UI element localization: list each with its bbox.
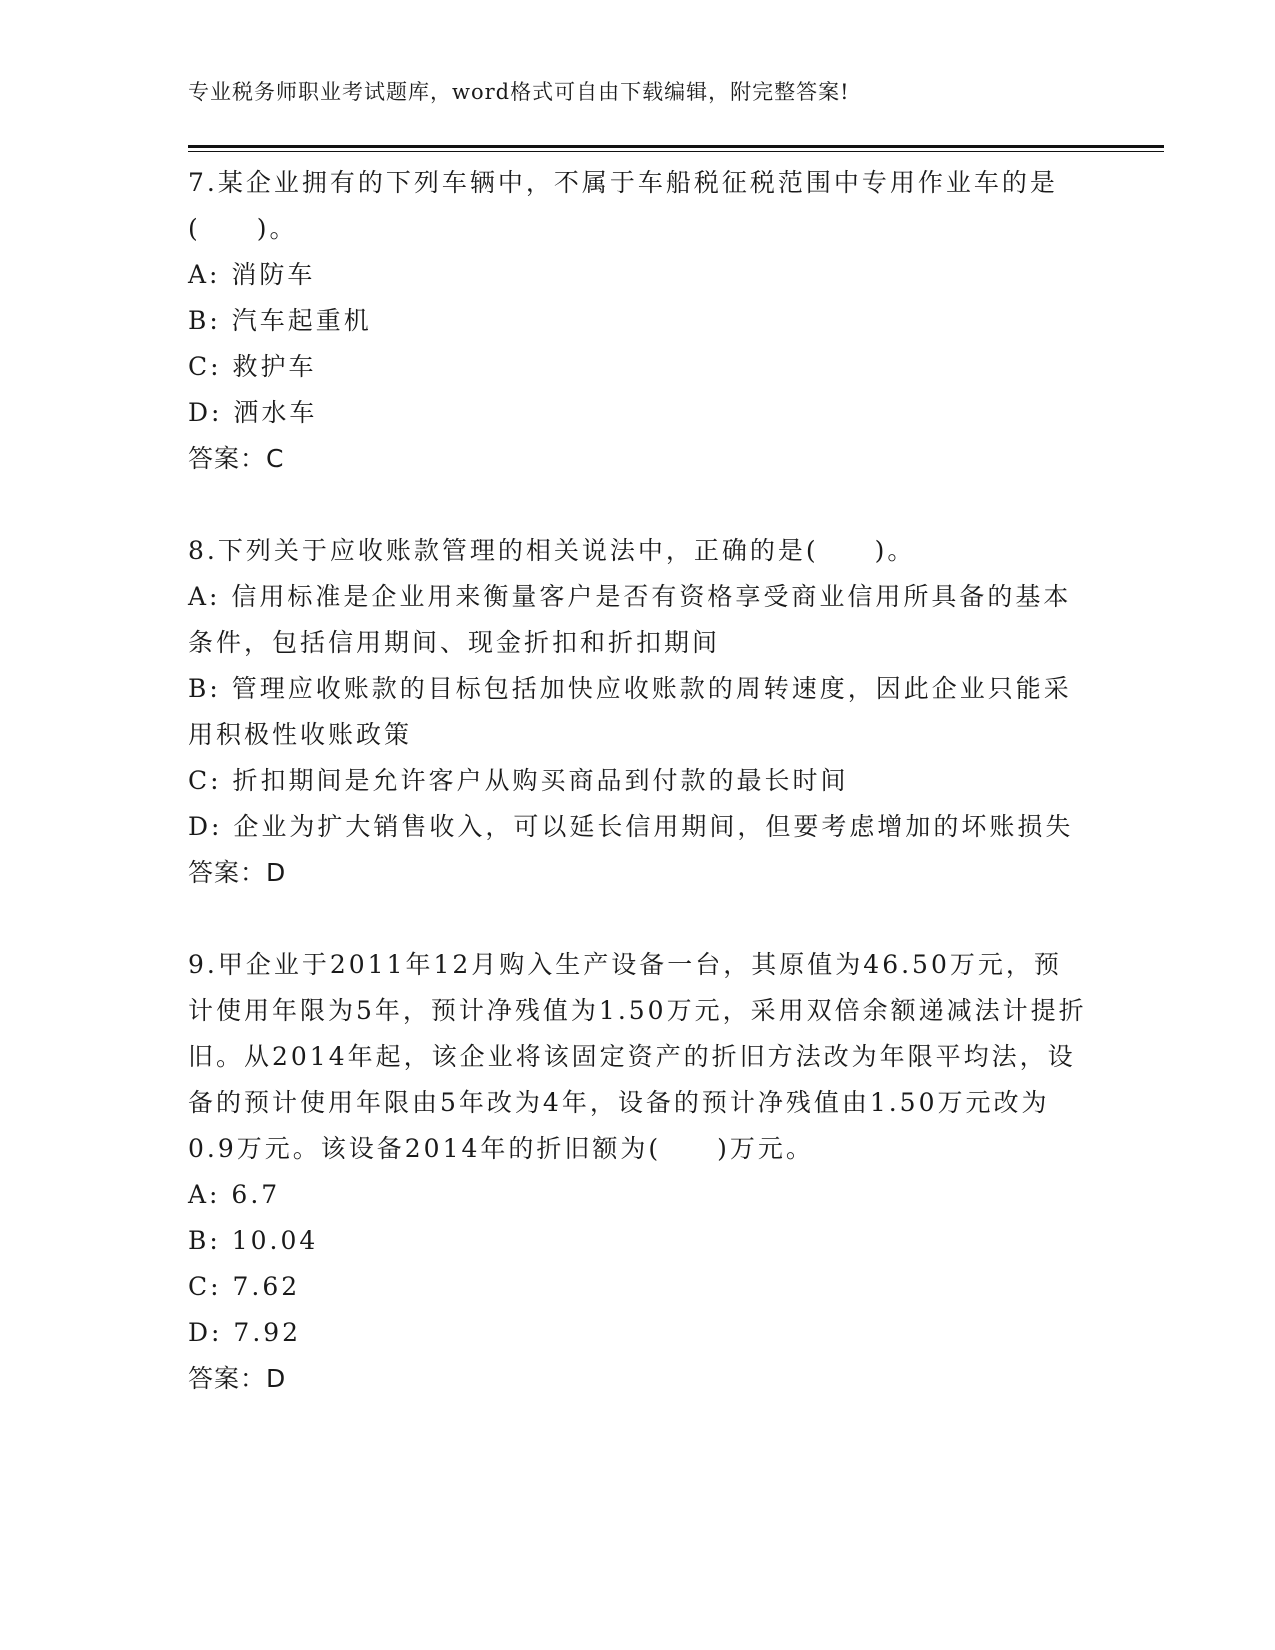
answer: 答案：C: [188, 444, 285, 473]
option-a: A: 信用标准是企业用来衡量客户是否有资格享受商业信用所具备的基本条件，包括信用期间、现金折扣和折扣期间: [188, 582, 1072, 657]
header-rule-thin: [188, 151, 1164, 152]
question-stem: 9.甲企业于2011年12月购入生产设备一台，其原值为46.50万元，预计使用年限为5年，预计净残值为1.50万元，采用双倍余额递减法计提折旧。从2014年起，该企业将该固定资产的折旧方法改为年限平均法，设备的预计使用年限由5年改为4年，设备的预计净残值由1.50万元改为0.9万元。该设备2014年的折旧额为( )万元。: [188, 950, 1087, 1163]
spacer: [188, 896, 1088, 942]
option-b: B: 10.04: [188, 1226, 319, 1255]
spacer: [188, 482, 1088, 528]
option-d: D: 洒水车: [188, 398, 318, 427]
option-d: D: 7.92: [188, 1318, 302, 1347]
option-b: B: 管理应收账款的目标包括加快应收账款的周转速度，因此企业只能采用积极性收账政策: [188, 674, 1072, 749]
question-stem: 7.某企业拥有的下列车辆中，不属于车船税征税范围中专用作业车的是( )。: [188, 168, 1058, 243]
option-c: C: 7.62: [188, 1272, 301, 1301]
option-b: B: 汽车起重机: [188, 306, 372, 335]
question-8: [188, 528, 1088, 896]
question-7: [188, 160, 1088, 482]
option-c: C: 折扣期间是允许客户从购买商品到付款的最长时间: [188, 766, 849, 795]
option-a: A: 6.7: [188, 1180, 281, 1209]
option-d: D: 企业为扩大销售收入，可以延长信用期间，但要考虑增加的坏账损失: [188, 812, 1074, 841]
question-stem: 8.下列关于应收账款管理的相关说法中，正确的是( )。: [188, 536, 916, 565]
option-c: C: 救护车: [188, 352, 317, 381]
answer: 答案：D: [188, 1364, 287, 1393]
question-9: [188, 942, 1088, 1402]
option-a: A: 消防车: [188, 260, 316, 289]
question-list: [188, 160, 1088, 1402]
page-header: 专业税务师职业考试题库，word格式可自由下载编辑，附完整答案!: [188, 80, 850, 104]
answer: 答案：D: [188, 858, 287, 887]
header-rule-thick: [188, 145, 1164, 148]
